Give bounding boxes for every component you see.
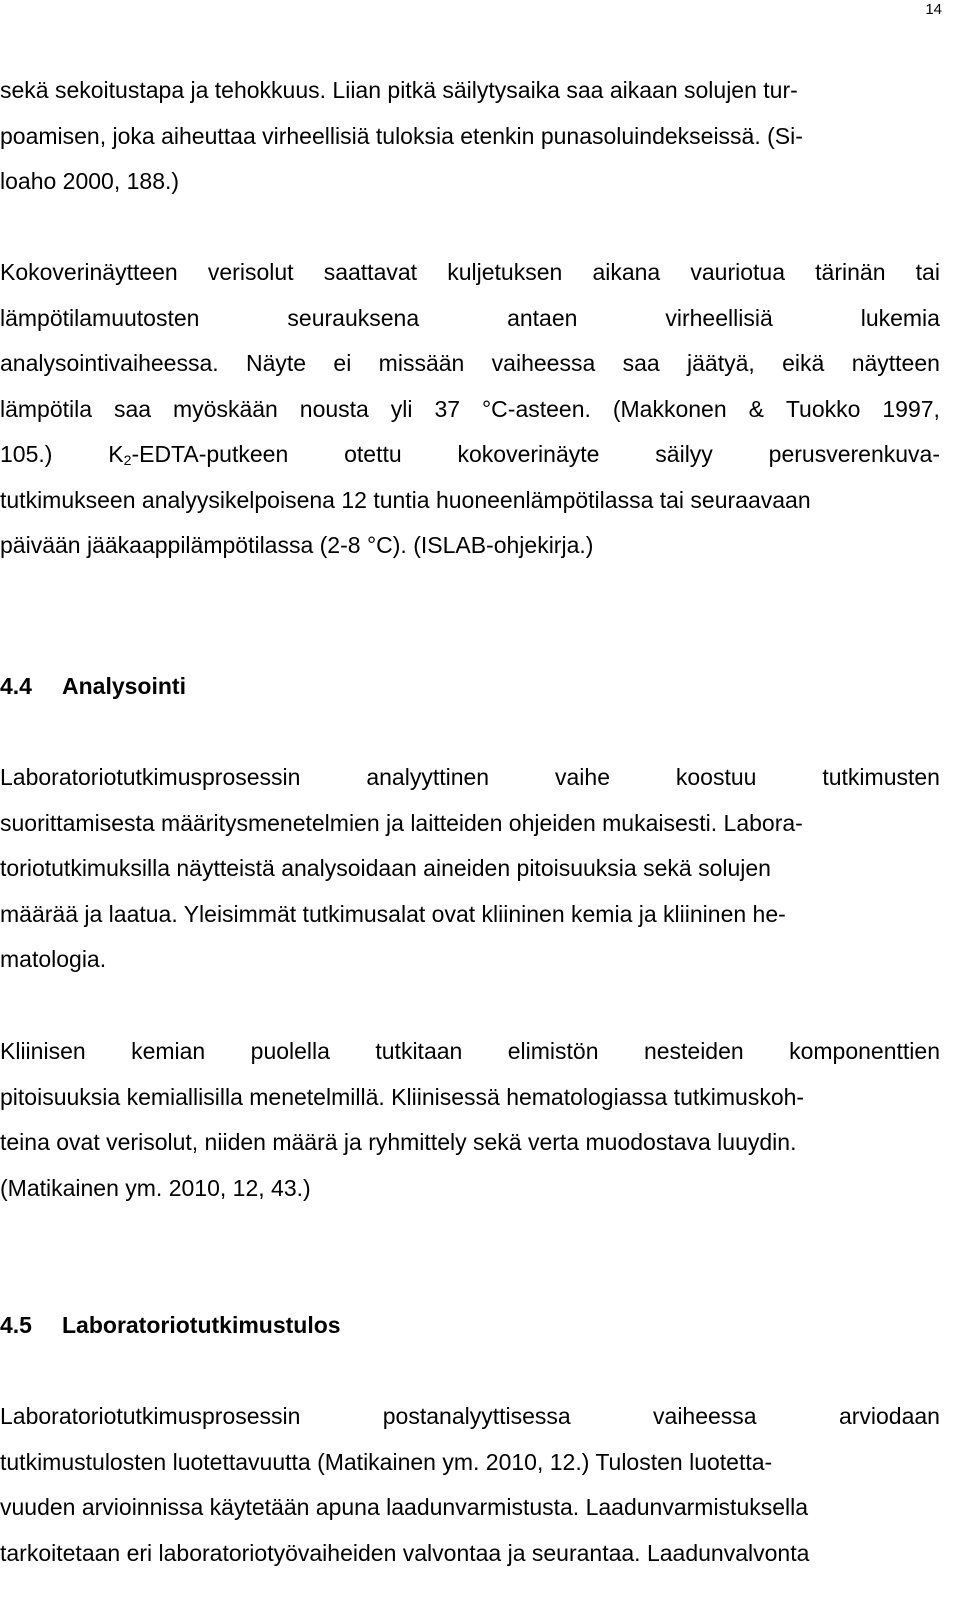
word: eikä xyxy=(782,350,825,376)
word: tai xyxy=(915,259,940,285)
word: otettu xyxy=(344,441,402,467)
word: virheellisiä xyxy=(665,304,773,331)
word: ei xyxy=(333,350,352,376)
paragraph-2 xyxy=(0,250,940,569)
text-line: vuuden arvioinnissa käytetään apuna laadunvarmistusta. Laadunvarmistuksella xyxy=(0,1494,809,1520)
word: yli xyxy=(390,395,413,422)
text-line xyxy=(0,1394,940,1440)
heading-number: 4.4 xyxy=(0,673,32,699)
heading-title: Laboratoriotutkimustulos xyxy=(62,1312,341,1338)
heading-number: 4.5 xyxy=(0,1312,32,1338)
text-line: sekä sekoitustapa ja tehokkuus. Liian pitkä säilytysaika saa aikaan solujen tur- xyxy=(0,77,798,103)
word: kuljetuksen xyxy=(447,259,563,285)
word: analyyttinen xyxy=(366,764,490,790)
word: jäätyä, xyxy=(687,350,755,376)
word: perusverenkuva- xyxy=(768,441,940,467)
text-line: suorittamisesta määritysmenetelmien ja laitteiden ohjeiden mukaisesti. Labora- xyxy=(0,809,803,836)
word: elimistön xyxy=(507,1038,599,1064)
word: kokoverinäyte xyxy=(457,441,600,467)
word: Näyte xyxy=(245,350,307,376)
text-line xyxy=(0,250,940,296)
heading-title: Analysointi xyxy=(62,673,186,699)
text-line: toriotutkimuksilla näytteistä analysoidaan aineiden pitoisuuksia sekä solujen xyxy=(0,855,771,881)
text-line: päivään jääkaappilämpötilassa (2-8 °C). (ISLAB-ohjekirja.) xyxy=(0,532,594,558)
text-line: teina ovat verisolut, niiden määrä ja ryhmittely sekä verta muodostava luuydin. xyxy=(0,1129,797,1155)
word: antaen xyxy=(507,304,578,331)
word: nesteiden xyxy=(643,1038,744,1064)
page-number: 14 xyxy=(925,1,942,18)
paragraph-1 xyxy=(0,68,940,205)
word: Kliinisen xyxy=(0,1038,86,1064)
word: (Makkonen xyxy=(612,395,727,422)
paragraph-4 xyxy=(0,1029,940,1211)
text-line xyxy=(0,1029,940,1075)
word: analysointivaiheessa. xyxy=(0,350,219,376)
word: koostuu xyxy=(675,764,757,790)
word: & xyxy=(748,395,764,422)
word: postanalyyttisessa xyxy=(382,1403,571,1429)
word: missään xyxy=(378,350,465,376)
text-line: tutkimukseen analyysikelpoisena 12 tuntia huoneenlämpötilassa tai seuraavaan xyxy=(0,486,811,513)
section-heading-4-5 xyxy=(0,1310,341,1340)
word: säilyy xyxy=(655,441,713,467)
word: verisolut xyxy=(207,259,294,285)
text-line: määrää ja laatua. Yleisimmät tutkimusalat ovat kliininen kemia ja kliininen he- xyxy=(0,900,786,927)
word: vaiheessa xyxy=(491,350,596,376)
word: lukemia xyxy=(860,304,940,331)
word: 105.) xyxy=(0,441,53,467)
word: 37 xyxy=(434,395,461,422)
k-subscript: 2 xyxy=(123,452,132,468)
word: °C-asteen. xyxy=(481,395,591,422)
word: aikana xyxy=(592,259,661,285)
k-letter: K xyxy=(108,441,124,467)
text-line: (Matikainen ym. 2010, 12, 43.) xyxy=(0,1174,311,1201)
word: tärinän xyxy=(815,259,886,285)
word: tutkitaan xyxy=(375,1038,463,1064)
word: saattavat xyxy=(323,259,418,285)
word: komponenttien xyxy=(789,1038,940,1064)
text-line: loaho 2000, 188.) xyxy=(0,168,180,194)
word: kemian xyxy=(131,1038,206,1064)
word: arviodaan xyxy=(838,1403,940,1429)
text-line: poamisen, joka aiheuttaa virheellisiä tuloksia etenkin punasoluindekseissä. (Si- xyxy=(0,122,803,149)
word: vauriotua xyxy=(690,259,785,285)
word: Laboratoriotutkimusprosessin xyxy=(0,1403,301,1429)
text-line: tutkimustulosten luotettavuutta (Matikainen ym. 2010, 12.) Tulosten luotetta- xyxy=(0,1448,773,1475)
word: tutkimusten xyxy=(822,764,940,790)
word: vaiheessa xyxy=(653,1403,757,1429)
section-heading-4-4 xyxy=(0,671,186,701)
text-line: matologia. xyxy=(0,946,107,972)
word: lämpötila xyxy=(0,395,93,422)
text-line xyxy=(0,432,940,478)
text-line xyxy=(0,341,940,387)
word: saa xyxy=(113,395,152,422)
word: 1997, xyxy=(882,395,940,422)
word: näytteen xyxy=(851,350,940,376)
word: nousta xyxy=(299,395,369,422)
word: Kokoverinäytteen xyxy=(0,259,178,285)
potassium-edta-token xyxy=(108,432,288,478)
paragraph-3 xyxy=(0,755,940,983)
word: lämpötilamuutosten xyxy=(0,304,200,331)
word: Laboratoriotutkimusprosessin xyxy=(0,764,301,790)
word: vaihe xyxy=(555,764,610,790)
text-line xyxy=(0,387,940,433)
word: -EDTA-putkeen xyxy=(131,441,289,467)
word: myöskään xyxy=(173,395,278,422)
text-line xyxy=(0,296,940,342)
text-line: tarkoitetaan eri laboratoriotyövaiheiden valvontaa ja seurantaa. Laadunvalvonta xyxy=(0,1539,810,1566)
paragraph-5 xyxy=(0,1394,940,1576)
word: puolella xyxy=(250,1038,330,1064)
text-line xyxy=(0,755,940,801)
word: Tuokko xyxy=(785,395,861,422)
word: seurauksena xyxy=(287,304,420,331)
text-line: pitoisuuksia kemiallisilla menetelmillä. Kliinisessä hematologiassa tutkimuskoh- xyxy=(0,1083,805,1110)
word: saa xyxy=(622,350,660,376)
